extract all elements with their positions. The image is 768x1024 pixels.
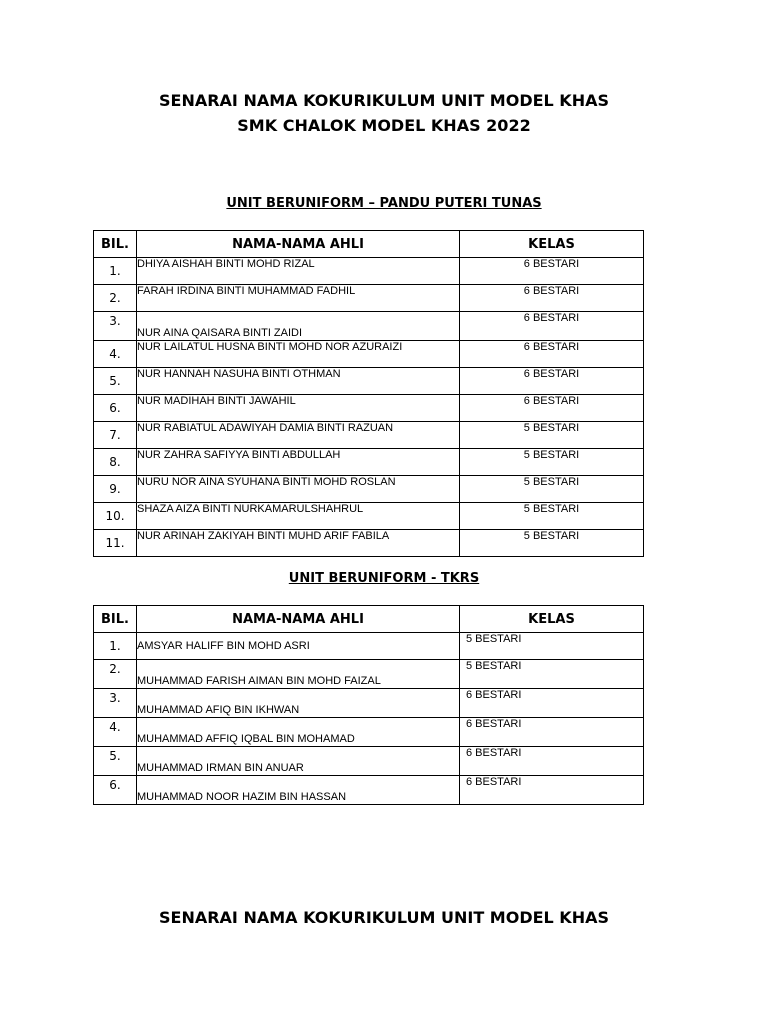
member-class: 6 BESTARI [460, 718, 644, 747]
row-number: 1. [94, 258, 137, 285]
table-row [94, 449, 644, 476]
row-number: 4. [94, 718, 137, 747]
members-table-tkrs [93, 605, 644, 805]
column-header-kelas: KELAS [460, 606, 644, 633]
row-number: 4. [94, 341, 137, 368]
member-name: MUHAMMAD IRMAN BIN ANUAR [137, 747, 460, 776]
member-name: NUR AINA QAISARA BINTI ZAIDI [137, 312, 460, 341]
member-name: MUHAMMAD AFIQ BIN IKHWAN [137, 689, 460, 718]
table-row [94, 312, 644, 341]
column-header-kelas: KELAS [460, 231, 644, 258]
row-number: 8. [94, 449, 137, 476]
member-name: SHAZA AIZA BINTI NURKAMARULSHAHRUL [137, 503, 460, 530]
table-row [94, 633, 644, 660]
next-page-title: SENARAI NAMA KOKURIKULUM UNIT MODEL KHAS [159, 908, 609, 927]
row-number: 3. [94, 689, 137, 718]
row-number: 5. [94, 747, 137, 776]
table-row [94, 285, 644, 312]
table-row [94, 718, 644, 747]
member-name: NUR LAILATUL HUSNA BINTI MOHD NOR AZURAIZI [137, 341, 460, 368]
table-row [94, 530, 644, 557]
member-name: MUHAMMAD NOOR HAZIM BIN HASSAN [137, 776, 460, 805]
column-header-bil: BIL. [94, 606, 137, 633]
table-header-row [94, 606, 644, 633]
member-class: 6 BESTARI [460, 689, 644, 718]
member-class: 5 BESTARI [460, 660, 644, 689]
member-name: FARAH IRDINA BINTI MUHAMMAD FADHIL [137, 285, 460, 312]
table-row [94, 503, 644, 530]
member-class: 5 BESTARI [460, 476, 644, 503]
column-header-bil: BIL. [94, 231, 137, 258]
table-row [94, 395, 644, 422]
table-row [94, 747, 644, 776]
row-number: 9. [94, 476, 137, 503]
page-title [0, 88, 768, 138]
member-name: NUR ARINAH ZAKIYAH BINTI MUHD ARIF FABILA [137, 530, 460, 557]
column-header-name: NAMA-NAMA AHLI [137, 231, 460, 258]
member-class: 5 BESTARI [460, 503, 644, 530]
row-number: 7. [94, 422, 137, 449]
row-number: 3. [94, 312, 137, 341]
member-name: NUR ZAHRA SAFIYYA BINTI ABDULLAH [137, 449, 460, 476]
table-row [94, 422, 644, 449]
member-name: NUR HANNAH NASUHA BINTI OTHMAN [137, 368, 460, 395]
member-name: DHIYA AISHAH BINTI MOHD RIZAL [137, 258, 460, 285]
row-number: 2. [94, 285, 137, 312]
member-class: 6 BESTARI [460, 258, 644, 285]
member-class: 5 BESTARI [460, 422, 644, 449]
section-heading-pandu-puteri: UNIT BERUNIFORM – PANDU PUTERI TUNAS [226, 196, 542, 211]
row-number: 6. [94, 776, 137, 805]
row-number: 6. [94, 395, 137, 422]
member-class: 5 BESTARI [460, 530, 644, 557]
table-row [94, 776, 644, 805]
member-class: 5 BESTARI [460, 449, 644, 476]
member-class: 6 BESTARI [460, 285, 644, 312]
table-row [94, 476, 644, 503]
table-header-row [94, 231, 644, 258]
page-title-line2: SMK CHALOK MODEL KHAS 2022 [237, 116, 531, 135]
member-class: 6 BESTARI [460, 747, 644, 776]
row-number: 1. [94, 633, 137, 660]
member-class: 6 BESTARI [460, 395, 644, 422]
member-class: 6 BESTARI [460, 776, 644, 805]
row-number: 2. [94, 660, 137, 689]
member-name: MUHAMMAD AFFIQ IQBAL BIN MOHAMAD [137, 718, 460, 747]
table-row [94, 341, 644, 368]
row-number: 5. [94, 368, 137, 395]
member-class: 6 BESTARI [460, 368, 644, 395]
page-title-line1: SENARAI NAMA KOKURIKULUM UNIT MODEL KHAS [159, 91, 609, 110]
section-heading-tkrs: UNIT BERUNIFORM - TKRS [288, 571, 480, 586]
member-name: MUHAMMAD FARISH AIMAN BIN MOHD FAIZAL [137, 660, 460, 689]
table-row [94, 660, 644, 689]
column-header-name: NAMA-NAMA AHLI [137, 606, 460, 633]
members-table-pandu-puteri [93, 230, 644, 557]
table-row [94, 258, 644, 285]
table-row [94, 368, 644, 395]
row-number: 10. [94, 503, 137, 530]
member-name: NURU NOR AINA SYUHANA BINTI MOHD ROSLAN [137, 476, 460, 503]
member-class: 6 BESTARI [460, 312, 644, 341]
table-row [94, 689, 644, 718]
row-number: 11. [94, 530, 137, 557]
member-name: NUR RABIATUL ADAWIYAH DAMIA BINTI RAZUAN [137, 422, 460, 449]
member-class: 6 BESTARI [460, 341, 644, 368]
member-name: NUR MADIHAH BINTI JAWAHIL [137, 395, 460, 422]
member-name: AMSYAR HALIFF BIN MOHD ASRI [137, 633, 460, 660]
member-class: 5 BESTARI [460, 633, 644, 660]
